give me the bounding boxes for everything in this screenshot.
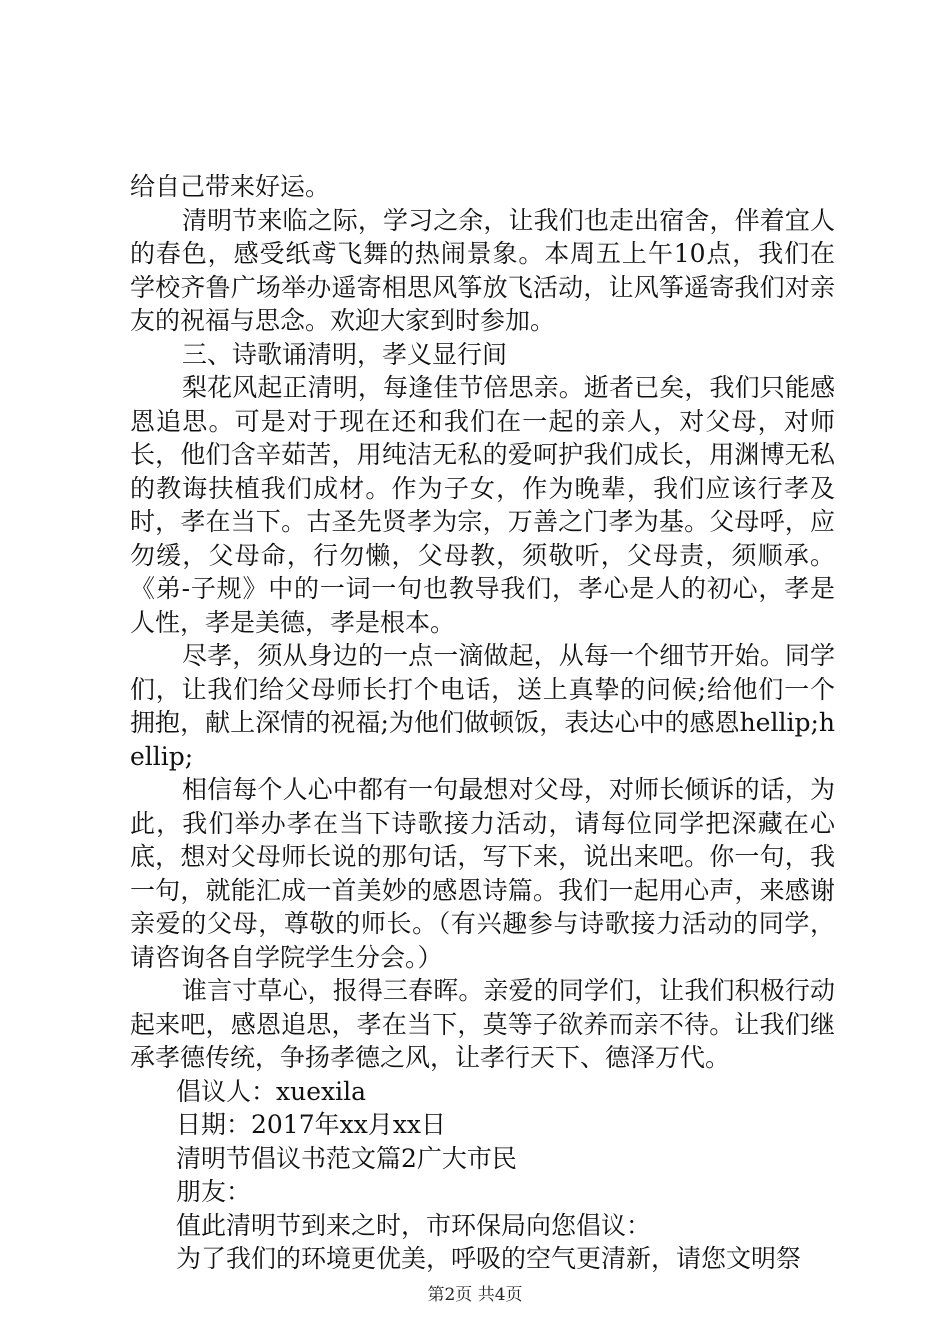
paragraph-poetry-relay: 相信每个人心中都有一句最想对父母，对师长倾诉的话，为此，我们举办孝在当下诗歌接力活动，请每位同学把深藏在心底，想对父母师长说的那句话，写下来，说出来吧。你一句，我一句，就能汇成一首美妙的感恩诗篇。我们一起用心声，来感谢亲爱的父母，尊敬的师长。（有兴趣参与诗歌接力活动的同学，请咨询各自学院学生分会。） bbox=[130, 775, 835, 972]
date-line: 日期：2017年xx月xx日 bbox=[176, 1110, 447, 1139]
section-heading-poetry: 三、诗歌诵清明，孝义显行间 bbox=[182, 339, 508, 369]
paragraph-kite-activity: 清明节来临之际，学习之余，让我们也走出宿舍，伴着宜人的春色，感受纸鸢飞舞的热闹景象。本周五上午10点，我们在学校齐鲁广场举办遥寄相思风筝放飞活动，让风筝遥寄我们对亲友的祝福与思念。欢迎大家到时参加。 bbox=[130, 205, 835, 335]
initiator-line: 倡议人：xuexila bbox=[176, 1076, 366, 1106]
proposal-first-line: 为了我们的环境更优美，呼吸的空气更清新，请您文明祭 bbox=[176, 1244, 802, 1273]
paragraph-filial-piety: 梨花风起正清明，每逢佳节倍思亲。逝者已矣，我们只能感恩追思。可是对于现在还和我们在一起的亲人，对父母，对师长，他们含辛茹苦，用纯洁无私的爱呵护我们成长，用渊博无私的教诲扶植我们成材。作为子女，作为晚辈，我们应该行孝及时，孝在当下。古圣先贤孝为宗，万善之门孝为基。父母呼，应勿缓，父母命，行勿懒，父母教，须敬听，父母责，须顺承。《弟-子规》中的一词一句也教导我们，孝心是人的初心，孝是人性，孝是美德，孝是根本。 bbox=[130, 373, 835, 637]
paragraph-start-small: 尽孝，须从身边的一点一滴做起，从每一个细节开始。同学们，让我们给父母师长打个电话，送上真挚的问候;给他们一个拥抱，献上深情的祝福;为他们做顿饭，表达心中的感恩hellip;hellip; bbox=[130, 641, 835, 771]
paragraph-continuation: 给自己带来好运。 bbox=[130, 172, 331, 201]
sample-2-title: 清明节倡议书范文篇2广大市民 bbox=[176, 1143, 517, 1173]
document-body bbox=[130, 170, 835, 1276]
page-number-footer: 第2页 共4页 bbox=[427, 1285, 523, 1305]
salutation-line: 朋友： bbox=[176, 1177, 252, 1206]
paragraph-call-to-action: 谁言寸草心，报得三春晖。亲爱的同学们，让我们积极行动起来吧，感恩追思，孝在当下，莫等子欲养而亲不待。让我们继承孝德传统，争扬孝德之风，让孝行天下、德泽万代。 bbox=[130, 976, 835, 1072]
proposal-intro-line: 值此清明节到来之时，市环保局向您倡议： bbox=[176, 1210, 652, 1240]
